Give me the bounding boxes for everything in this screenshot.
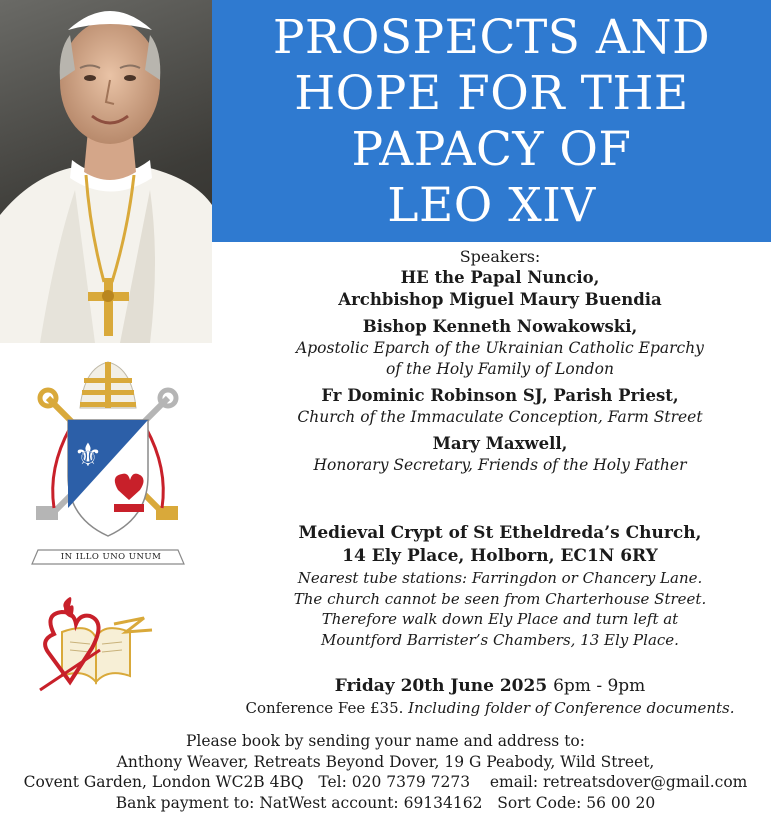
booking-section [0, 731, 771, 813]
portrait-photo [0, 0, 212, 343]
conference-fee-note: Including folder of Conference documents. [408, 699, 735, 717]
event-date-section [230, 674, 750, 718]
papal-coat-of-arms [18, 358, 198, 583]
sort-code: Sort Code: 56 00 20 [497, 793, 656, 812]
venue-line-2: 14 Ely Place, Holborn, EC1N 6RY [342, 546, 658, 566]
speaker-1-name: HE the Papal Nuncio, [400, 268, 600, 287]
speakers-label: Speakers: [459, 247, 541, 266]
speaker-4-name: Mary Maxwell, [432, 434, 568, 453]
title-line-2: HOPE FOR THE [294, 66, 689, 121]
venue-section [250, 522, 750, 650]
speaker-4-detail: Honorary Secretary, Friends of the Holy Father [313, 456, 687, 474]
conference-fee-line [230, 698, 750, 718]
directions-line-4: Mountford Barrister’s Chambers, 13 Ely Place. [321, 630, 679, 649]
conference-fee: Conference Fee £35. [245, 699, 404, 717]
booking-address: Covent Garden, London WC2B 4BQ [23, 773, 304, 791]
venue-line-1: Medieval Crypt of St Etheldreda’s Church, [298, 523, 702, 543]
directions-line-3: Therefore walk down Ely Place and turn left at [321, 610, 679, 628]
title-banner [212, 0, 771, 242]
coat-of-arms-motto: IN ILLO UNO UNUM [60, 552, 162, 562]
booking-line-3 [0, 772, 771, 793]
speaker-2-detail-2: of the Holy Family of London [386, 360, 614, 378]
sacred-heart-book-icon [34, 594, 164, 694]
booking-email: email: retreatsdover@gmail.com [489, 773, 748, 791]
event-date-line [230, 674, 750, 698]
speaker-2-name: Bishop Kenneth Nowakowski, [362, 317, 638, 336]
booking-telephone: Tel: 020 7379 7273 [318, 773, 471, 791]
booking-line-4 [0, 793, 771, 814]
speaker-3-detail: Church of the Immaculate Conception, Farm Street [297, 408, 703, 426]
speaker-1-detail: Archbishop Miguel Maury Buendia [338, 290, 662, 309]
booking-line-1: Please book by sending your name and address to: [186, 732, 585, 750]
event-date: Friday 20th June 2025 [334, 676, 548, 696]
bank-account: Bank payment to: NatWest account: 69134162 [115, 793, 483, 812]
directions-line-1: Nearest tube stations: Farringdon or Chancery Lane. [297, 569, 703, 587]
title-line-4: LEO XIV [387, 178, 596, 233]
event-time: 6pm - 9pm [553, 676, 646, 696]
speaker-3-name: Fr Dominic Robinson SJ, Parish Priest, [321, 386, 679, 405]
booking-line-2: Anthony Weaver, Retreats Beyond Dover, 19 G Peabody, Wild Street, [116, 752, 655, 771]
title-line-1: PROSPECTS AND [272, 10, 711, 65]
directions-line-2: The church cannot be seen from Charterhouse Street. [293, 589, 707, 608]
portrait-illustration [0, 0, 212, 343]
title-line-3: PAPACY OF [351, 122, 632, 177]
sacred-heart-emblem [34, 594, 164, 694]
speakers-section [240, 247, 760, 476]
svg-text:⚜: ⚜ [73, 436, 103, 474]
speaker-2-detail-1: Apostolic Eparch of the Ukrainian Catholic Eparchy [296, 339, 704, 357]
